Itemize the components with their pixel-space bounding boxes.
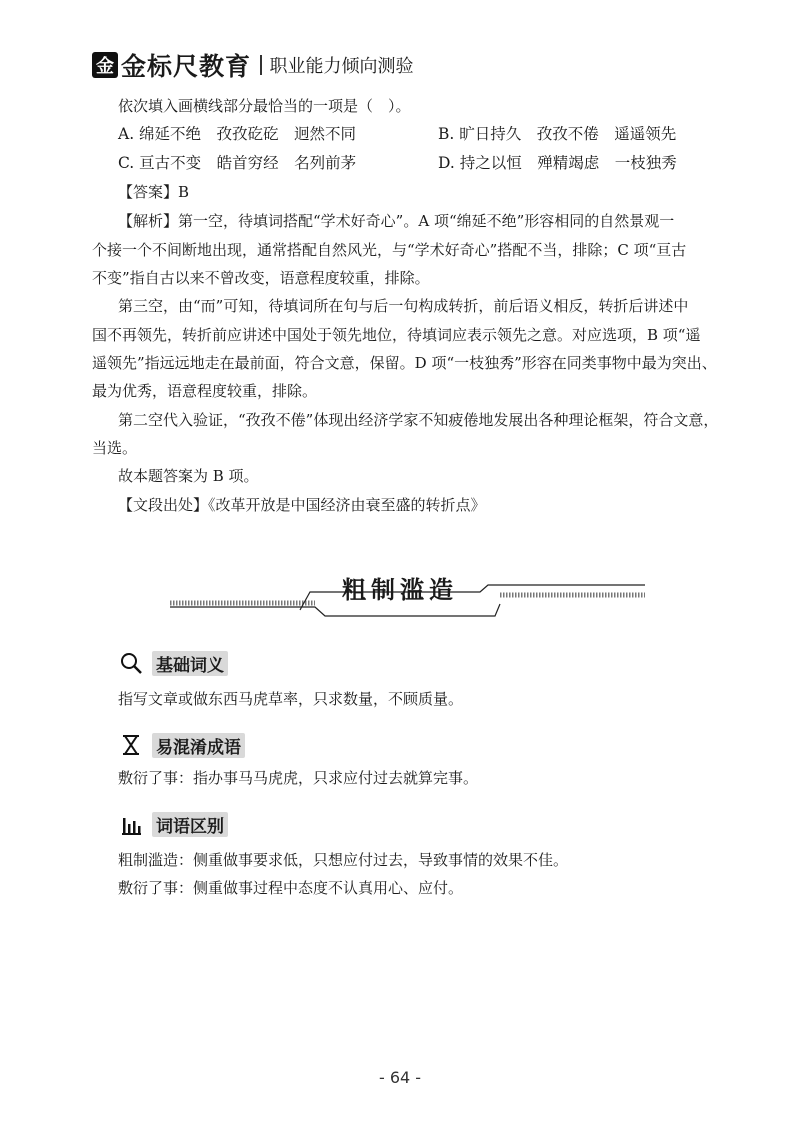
analysis-line: 【解析】第一空，待填词搭配“学术好奇心”。A 项“绵延不绝”形容相同的自然景观一 bbox=[118, 212, 675, 230]
bar-chart-icon bbox=[118, 811, 144, 837]
question-prompt: 依次填入画横线部分最恰当的一项是（ ）。 bbox=[118, 97, 411, 115]
analysis-line: 国不再领先，转折前应讲述中国处于领先地位，待填词应表示领先之意。对应选项，B 项“遥 bbox=[92, 326, 701, 344]
basic-meaning-text: 指写文章或做东西马虎草率，只求数量，不顾质量。 bbox=[118, 690, 464, 708]
distinction-heading bbox=[118, 811, 228, 837]
section-title: 粗制滥造 bbox=[342, 575, 458, 604]
analysis-line: 故本题答案为 B 项。 bbox=[118, 467, 259, 485]
confusable-heading bbox=[118, 732, 245, 758]
source-line: 【文段出处】《改革开放是中国经济由衰至盛的转折点》 bbox=[118, 496, 486, 514]
brand-logo-icon bbox=[92, 52, 118, 78]
basic-meaning-heading bbox=[118, 650, 228, 676]
page-header bbox=[92, 48, 414, 82]
option-d: D. 持之以恒 殚精竭虑 一枝独秀 bbox=[438, 154, 677, 172]
analysis-line: 当选。 bbox=[92, 439, 138, 457]
analysis-line: 第二空代入验证，“孜孜不倦”体现出经济学家不知疲倦地发展出各种理论框架，符合文意， bbox=[118, 411, 719, 429]
distinction-line: 粗制滥造：侧重做事要求低，只想应付过去，导致事情的效果不佳。 bbox=[118, 851, 569, 869]
analysis-line: 个接一个不间断地出现，通常搭配自然风光，与“学术好奇心”搭配不当，排除；C 项“亘古 bbox=[92, 241, 687, 259]
option-a: A. 绵延不绝 孜孜矻矻 迥然不同 bbox=[118, 125, 357, 143]
basic-meaning-label: 基础词义 bbox=[152, 651, 228, 676]
hourglass-icon bbox=[118, 732, 144, 758]
confusable-text: 敷衍了事：指办事马马虎虎，只求应付过去就算完事。 bbox=[118, 769, 479, 787]
answer-line: 【答案】B bbox=[118, 183, 190, 201]
analysis-line: 遥领先”指远远地走在最前面，符合文意，保留。D 项“一枝独秀”形容在同类事物中最为突出、 bbox=[92, 354, 717, 372]
option-c: C. 亘古不变 皓首穷经 名列前茅 bbox=[118, 154, 357, 172]
magnifier-icon bbox=[118, 650, 144, 676]
distinction-line: 敷衍了事：侧重做事过程中态度不认真用心、应付。 bbox=[118, 879, 464, 897]
confusable-label: 易混淆成语 bbox=[152, 733, 245, 758]
analysis-line: 第三空，由“而”可知，待填词所在句与后一句构成转折，前后语义相反，转折后讲述中 bbox=[118, 297, 689, 315]
distinction-label: 词语区别 bbox=[152, 812, 228, 837]
analysis-line: 最为优秀，语意程度较重，排除。 bbox=[92, 382, 318, 400]
header-divider bbox=[260, 55, 262, 75]
header-subtitle: 职业能力倾向测验 bbox=[269, 56, 414, 77]
page-number: - 64 - bbox=[378, 1068, 422, 1087]
option-b: B. 旷日持久 孜孜不倦 遥遥领先 bbox=[438, 125, 677, 143]
analysis-line: 不变”指自古以来不曾改变，语意程度较重，排除。 bbox=[92, 269, 430, 287]
logo-glyph: 金 bbox=[96, 56, 114, 77]
brand-name: 金标尺教育 bbox=[121, 52, 252, 81]
